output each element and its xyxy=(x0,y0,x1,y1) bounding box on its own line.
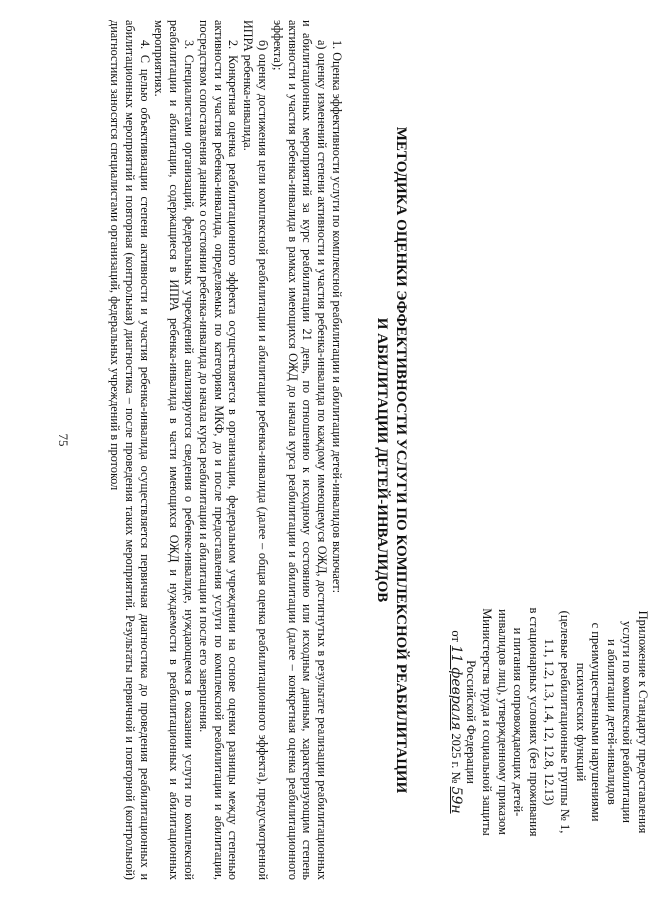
appendix-line: Российской Федерации xyxy=(464,660,479,784)
appendix-line: в стационарных условиях (без проживания xyxy=(526,607,541,837)
appendix-header xyxy=(447,602,650,842)
paragraph-3: 3. Специалистами организаций, федеральных учреждений анализируются сведения о ребенке-инвалиде, нуждающемся в оказании услуги по комплексной реабилитации и абилитации, содержащиеся в ИПРА ребенка-инвалида в части имеющихся ОЖД и нуждаемости в реабилитационных и абилитационных мероприятиях. xyxy=(152,20,197,880)
appendix-line: (целевые реабилитационные группы № 1, xyxy=(558,610,573,834)
date-prefix: от xyxy=(448,630,463,642)
appendix-line: 1.1, 1.2, 1.3, 1.4, 12, 12.8, 12.13) xyxy=(542,638,557,806)
page-number: 75 xyxy=(56,433,71,447)
appendix-line: и абилитации детей-инвалидов xyxy=(604,639,619,805)
title-line-1: МЕТОДИКА ОЦЕНКИ ЭФФЕКТИВНОСТИ УСЛУГИ ПО КОМПЛЕКСНОЙ РЕАБИЛИТАЦИИ xyxy=(393,126,409,794)
appendix-line: и питания сопровождающих детей- xyxy=(511,627,526,817)
paragraph-1b: б) оценку достижения цели комплексной реабилитации и абилитации ребенка-инвалида (далее – общая оценка реабилитационного эффекта), предусмотренной ИПРА ребенка-инвалида. xyxy=(241,20,271,880)
appendix-line: психических функций xyxy=(573,662,588,782)
document-body xyxy=(107,20,344,880)
paragraph-1a: а) оценку изменений степени активности и участия ребенка-инвалида по каждому имеющемуся ОЖД, достигнутых в результате реализации реабилитационных и абилитационных мероприятий за курс реабилитации 21 день, по отношению к исходному состоянию или исходным данным, характеризующим степень активности и участия ребенка-инвалида в рамках имеющихся ОЖД до начала курса реабилитации и абилитации (далее – конкретная оценка реабилитационного эффекта); xyxy=(270,20,330,880)
appendix-line: Приложение к Стандарту предоставления xyxy=(636,610,650,834)
handwritten-date: 11 февраля xyxy=(447,645,464,731)
handwritten-number: 59н xyxy=(447,786,464,814)
appendix-line: услуги по комплексной реабилитации xyxy=(620,621,635,823)
document-title xyxy=(372,60,410,860)
paragraph-1: 1. Оценка эффективности услуги по комплексной реабилитации и абилитации детей-инвалидов включает: xyxy=(330,40,344,594)
order-date-line xyxy=(447,602,463,842)
paragraph-2: 2. Конкретная оценка реабилитационного эффекта осуществляется в организации, федеральном учреждении на основе оценки разницы между степенью активности и участия ребенка-инвалида, определяемых по категориям МКФ, до и после предоставления услуги по комплексной реабилитации и абилитации, посредством сопоставления данных о состоянии ребенка-инвалида до начала курса реабилитации и абилитации и после его завершения. xyxy=(196,20,241,880)
date-year: 2025 г. № xyxy=(448,733,463,784)
appendix-line: с преимущественными нарушениями xyxy=(589,622,604,822)
paragraph-4: 4. С целью объективизации степени активности и участия ребенка-инвалида осуществляется первичная диагностика до проведения реабилитационных и абилитационных мероприятий и повторная (контрольная) диагностика – после проведения таких мероприятий. Результаты первичной и повторной (контрольной) диагностики заносятся специалистами организаций, федеральных учреждений в протокол xyxy=(108,20,152,880)
appendix-line: инвалидов лиц), утвержденному приказом xyxy=(495,609,510,835)
appendix-line: Министерства труда и социальной защиты xyxy=(480,608,495,836)
title-line-2: И АБИЛИТАЦИИ ДЕТЕЙ-ИНВАЛИДОВ xyxy=(374,317,390,603)
